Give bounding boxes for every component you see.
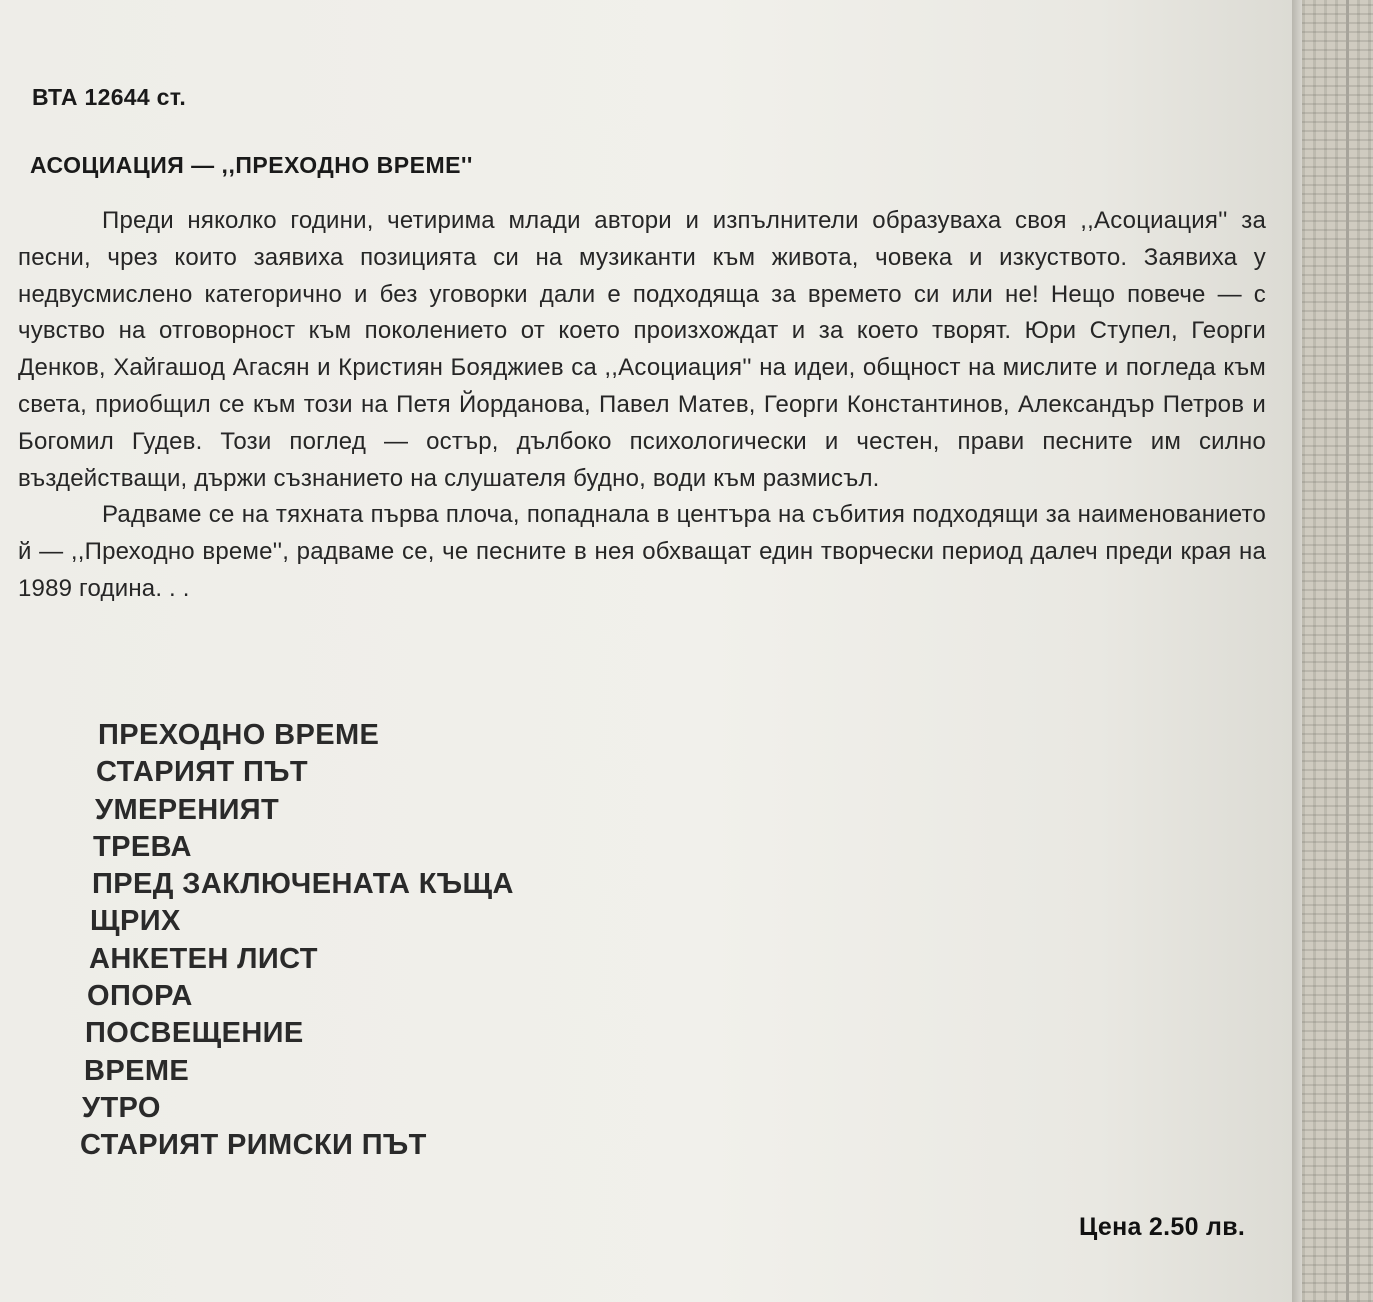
description-text xyxy=(18,203,1266,608)
track-item: ВРЕМЕ xyxy=(84,1054,190,1087)
track-item: УТРО xyxy=(82,1091,161,1124)
track-list xyxy=(80,717,514,1165)
track-item: ПРЕХОДНО ВРЕМЕ xyxy=(98,719,380,751)
catalog-number: ВТА 12644 ст. xyxy=(32,84,187,110)
cover-fold-line xyxy=(1346,0,1349,1302)
track-item: ОПОРА xyxy=(87,980,193,1013)
track-item: СТАРИЯТ РИМСКИ ПЪТ xyxy=(80,1129,427,1162)
track-item: ТРЕВА xyxy=(93,830,192,863)
description-paragraph: Радваме се на тяхната първа плоча, попаднала в центъра на събития подходящи за наименованието й — ,,Преходно време'', радваме се, че песните в нея обхващат един творчески период далеч преди края на 1989 година. . . xyxy=(18,501,1266,602)
track-item: ПРЕД ЗАКЛЮЧЕНАТА КЪЩА xyxy=(92,868,514,901)
price-label: Цена 2.50 лв. xyxy=(1079,1213,1246,1241)
track-item: ЩРИХ xyxy=(90,905,181,938)
page-edge xyxy=(1292,0,1302,1302)
track-item: СТАРИЯТ ПЪТ xyxy=(96,756,309,789)
album-cover-edge xyxy=(1302,0,1373,1302)
track-item: ПОСВЕЩЕНИЕ xyxy=(85,1017,304,1050)
album-title: АСОЦИАЦИЯ — ,,ПРЕХОДНО ВРЕМЕ'' xyxy=(30,152,473,178)
description-paragraph: Преди няколко години, четирима млади автори и изпълнители образуваха своя ,,Асоциация'' за песни, чрез които заявиха позицията си на музиканти към живота, човека и изкуството. Заявиха у недвусмислено категорично и без уговорки дали е подходяща за времето си или не! Нещо повече — с чувство на отговорност към поколението от което произхождат и за което творят. Юри Ступел, Георги Денков, Хайгашод Агасян и Кристиян Бояджиев са ,,Асоциация'' на идеи, общност на мислите и погледа към света, приобщил се към този на Петя Йорданова, Павел Матев, Георги Константинов, Александър Петров и Богомил Гудев. Този поглед — остър, дълбоко психологически и честен, прави песните им силно въздействащи, държи съзнанието на слушателя будно, води към размисъл. xyxy=(18,207,1266,492)
track-item: АНКЕТЕН ЛИСТ xyxy=(89,942,318,975)
track-item: УМЕРЕНИЯТ xyxy=(95,793,280,826)
